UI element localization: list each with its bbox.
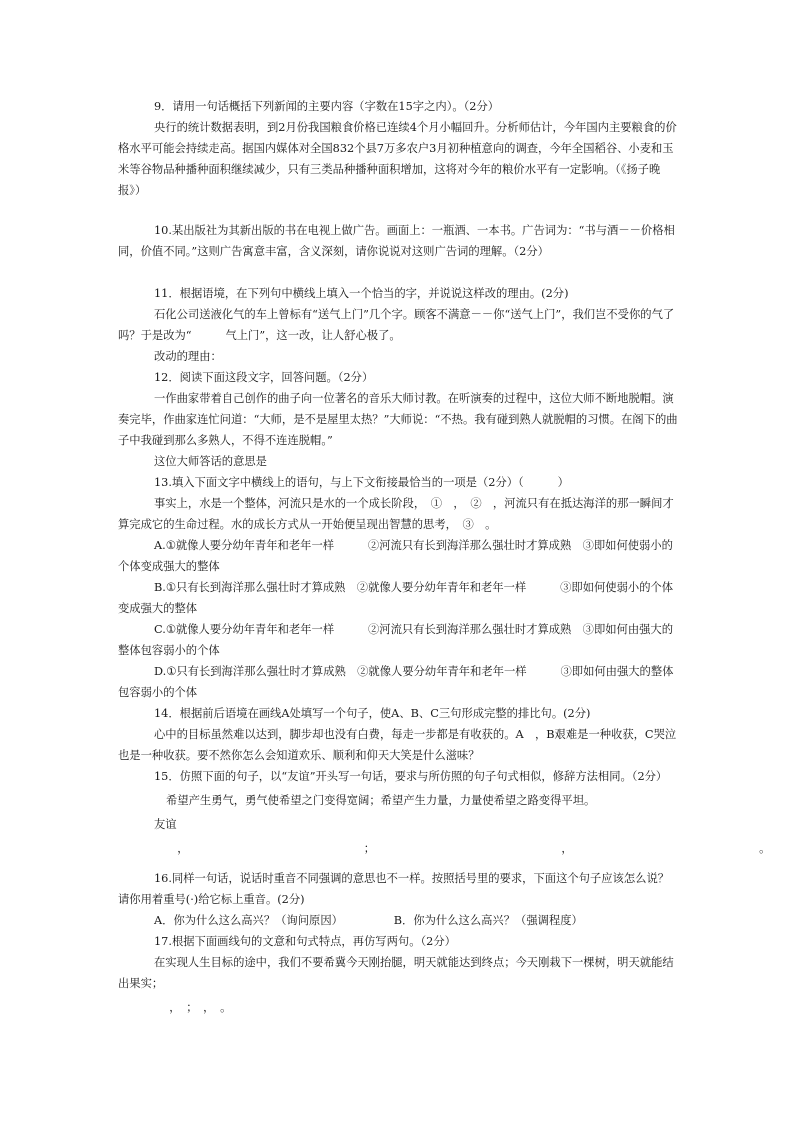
q11-text: 石化公司送液化气的车上曾标有“送气上门”几个字。顾客不满意－－你“送气上门”，我们岂不受你的气了吗？于是改为“ 气上门”，这一改，让人舒心极了。 bbox=[118, 308, 675, 342]
q10-text: 10.某出版社为其新出版的书在电视上做广告。画面上：一瓶酒、一本书。广告词为：“书与酒－－价格相同，价值不同。”这则广告寓意丰富，含义深刻，请你说说对这则广告词的理解。（2分） bbox=[118, 224, 675, 258]
q15-example: 希望产生勇气，勇气使希望之门变得宽阔；希望产生力量，力量使希望之路变得平坦。 bbox=[166, 794, 596, 807]
q14-text: 心中的目标虽然难以达到，脚步却也没有白费，每走一步都是有收获的。A ，B艰难是一种收获，C哭泣也是一种收获。要不然你怎么会知道欢乐、顺利和仰天大笑是什么滋味？ bbox=[118, 728, 677, 762]
q15-answer-blank: ， ； ， 。 bbox=[166, 842, 771, 855]
q12-text: 一作曲家带着自己创作的曲子向一位著名的音乐大师讨教。在听演奏的过程中，这位大师不断地脱帽。演奏完毕，作曲家连忙问道：“大师，是不是屋里太热？”大师说：“不热。我有碰到熟人就脱帽的习惯。在阁下的曲子中我碰到那么多熟人，不得不连连脱帽。” bbox=[118, 392, 678, 447]
q11-reason: 改动的理由： bbox=[154, 350, 222, 363]
q13-option-d: D.①只有长到海洋那么强壮时才算成熟 ②就像人要分幼年青年和老年一样 ③即如何由强大的整体包容弱小的个体 bbox=[118, 665, 674, 699]
q17-text: 在实现人生目标的途中，我们不要希冀今天刚抬腿，明天就能达到终点；今天刚栽下一棵树，明天就能结出果实； bbox=[118, 956, 674, 990]
q16-options: A．你为什么这么高兴？（询问原因） B．你为什么这么高兴？（强调程度） bbox=[154, 914, 583, 927]
q13-option-c: C.①就像人要分幼年青年和老年一样 ②河流只有长到海洋那么强壮时才算成熟 ③即如何由强大的整体包容弱小的个体 bbox=[118, 623, 674, 657]
q15-title: 15．仿照下面的句子，以“友谊”开头写一句话，要求与所仿照的句子句式相似，修辞方法相同。（2分） bbox=[154, 770, 668, 783]
q12-question: 这位大师答话的意思是 bbox=[154, 455, 267, 468]
question-17 bbox=[118, 931, 678, 1018]
question-11 bbox=[118, 283, 678, 367]
q14-title: 14．根据前后语境在画线A处填写一个句子，使A、B、C三句形成完整的排比句。(2分) bbox=[154, 707, 591, 720]
question-15 bbox=[118, 766, 771, 859]
q13-text: 事实上，水是一个整体，河流只是水的一个成长阶段， ① ， ② ，河流只有在抵达海洋的那一瞬间才算完成它的生命过程。水的成长方式从一开始便呈现出智慧的思考， ③ 。 bbox=[118, 497, 674, 531]
q13-option-b: B.①只有长到海洋那么强壮时才算成熟 ②就像人要分幼年青年和老年一样 ③即如何使弱小的个体变成强大的整体 bbox=[118, 581, 674, 615]
q17-answer-blank: ， ； ， 。 bbox=[158, 1001, 232, 1014]
question-13 bbox=[118, 472, 678, 703]
q13-title: 13.填入下面文字中横线上的语句，与上下文衔接最恰当的一项是（2分）（ ） bbox=[154, 476, 569, 489]
question-9 bbox=[118, 96, 678, 201]
q17-title: 17.根据下面画线句的文意和句式特点，再仿写两句。（2分） bbox=[154, 935, 456, 948]
question-16 bbox=[118, 868, 678, 931]
q15-start: 友谊 bbox=[154, 818, 177, 831]
q11-title: 11．根据语境，在下列句中横线上填入一个恰当的字，并说说这样改的理由。(2分) bbox=[154, 287, 569, 300]
q16-title: 16.同样一句话，说话时重音不同强调的意思也不一样。按照括号里的要求，下面这个句子应该怎么说？请你用着重号(·)给它标上重音。(2分) bbox=[118, 872, 670, 906]
question-10 bbox=[118, 220, 678, 262]
q9-title: 9．请用一句话概括下列新闻的主要内容（字数在15字之内）。（2分） bbox=[154, 100, 500, 113]
q13-option-a: A.①就像人要分幼年青年和老年一样 ②河流只有长到海洋那么强壮时才算成熟 ③即如何使弱小的个体变成强大的整体 bbox=[118, 539, 673, 573]
q12-title: 12．阅读下面这段文字，回答问题。（2分） bbox=[154, 371, 374, 384]
q9-news-text: 央行的统计数据表明，到2月份我国粮食价格已连续4个月小幅回升。分析师估计，今年国内主要粮食的价格水平可能会持续走高。据国内媒体对全国832个县7万多农户3月初种植意向的调查，今年全国稻谷、小麦和玉米等谷物品种播种面积继续减少，只有三类品种播种面积增加，这将对今年的粮价水平有一定影响。（《扬子晚报》） bbox=[118, 121, 677, 197]
question-12 bbox=[118, 367, 678, 472]
question-14 bbox=[118, 703, 678, 766]
